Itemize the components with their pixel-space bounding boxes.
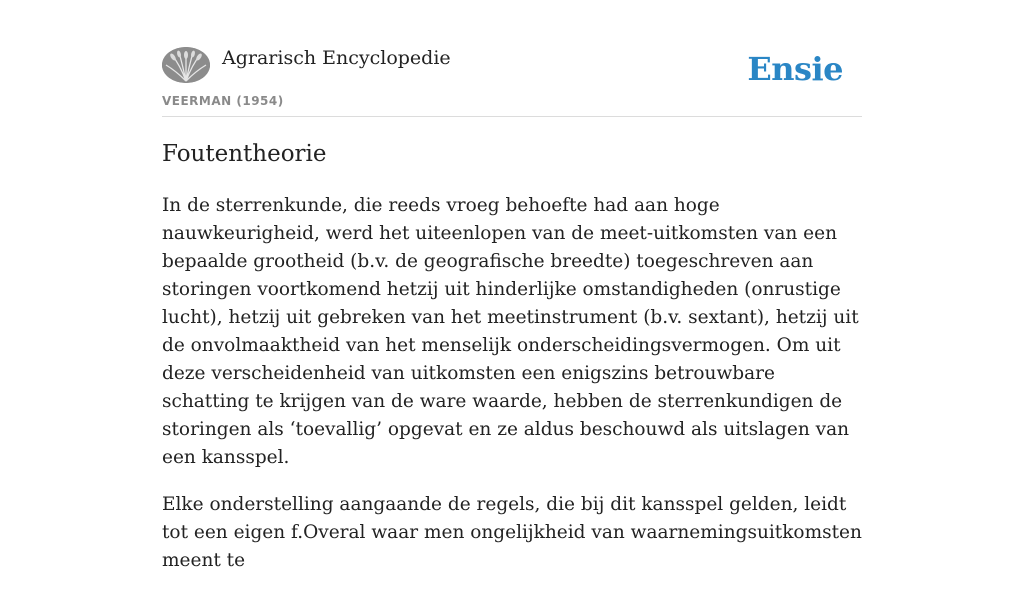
article-paragraph: Elke onderstelling aangaande de regels, die bij dit kansspel gelden, leidt tot een eigen f.Overal waar men ongelijkheid van waarnemingsuitkomsten meent te: [162, 494, 862, 571]
article-paragraph: In de sterrenkunde, die reeds vroeg behoefte had aan hoge nauwkeurigheid, werd het uiteenlopen van de meet-uitkomsten van een bepaalde grootheid (b.v. de geografische breedte) toegeschreven aan storingen voortkomend hetzij uit hinderlijke omstandigheden (onrustige lucht), hetzij uit gebreken van het meetinstrument (b.v. sextant), hetzij uit de onvolmaaktheid van het menselijk onderscheidingsvermogen. Om uit deze verscheidenheid van uitkomsten een enigszins betrouwbare schatting te krijgen van de ware waarde, hebben de sterrenkundigen de storingen als ‘toevallig’ opgevat en ze aldus beschouwd als uitslagen van een kansspel.: [162, 195, 859, 468]
wheat-sheaf-image-icon[interactable]: [162, 47, 210, 83]
brand-logo[interactable]: Ensie: [747, 50, 843, 88]
source-title[interactable]: Agrarisch Encyclopedie: [222, 47, 451, 69]
source-meta: VEERMAN (1954): [162, 94, 284, 108]
article-body: [162, 192, 862, 594]
article-title: Foutentheorie: [162, 141, 327, 167]
source-header: [162, 44, 862, 117]
